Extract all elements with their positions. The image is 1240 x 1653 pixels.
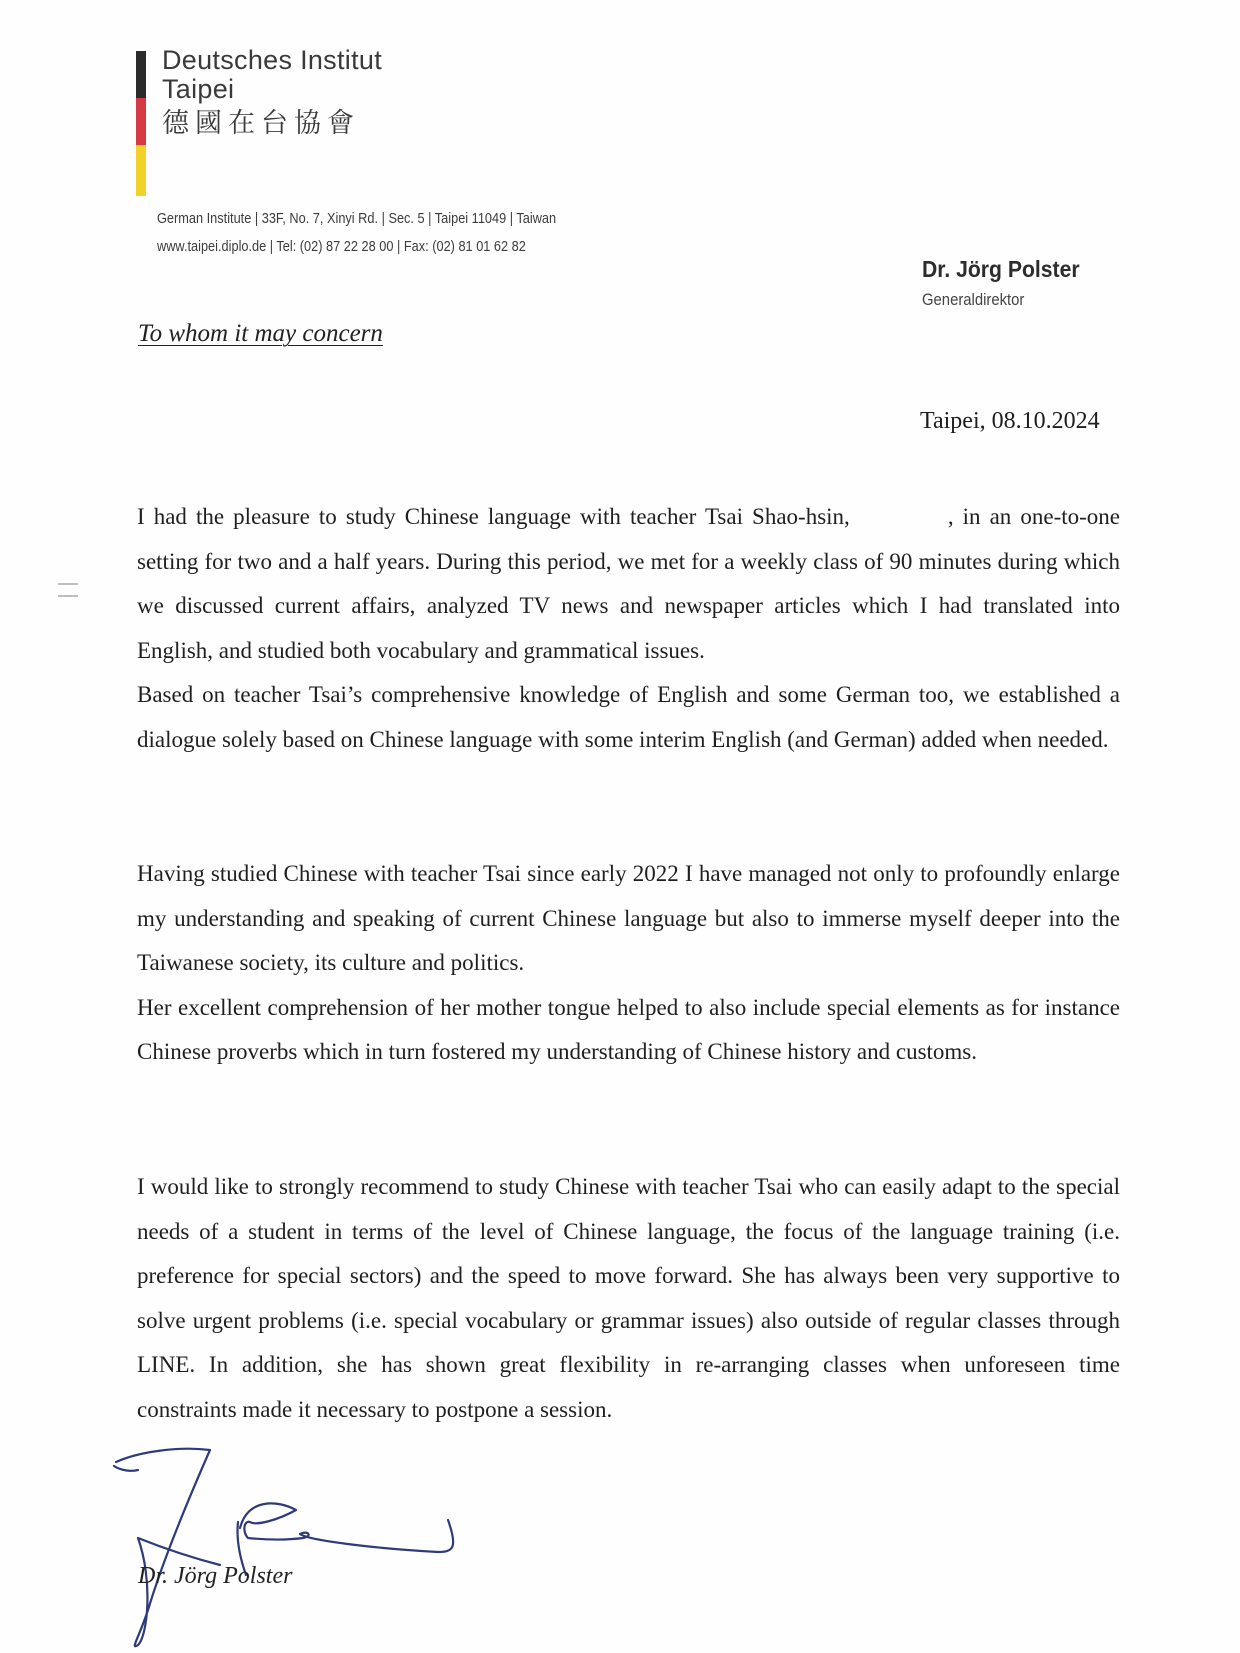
paragraph-text: , in an one-to-one setting for two and a half years. During this period, we met for a weekly class of 90 minutes during which we discussed current affairs, analyzed TV news and newspaper articles which I had translated into English, and studied both vocabulary and grammatical issues.: [137, 504, 1120, 663]
contact-line: www.taipei.diplo.de | Tel: (02) 87 22 28 00 | Fax: (02) 81 01 62 82: [157, 239, 526, 255]
paragraph-text: Based on teacher Tsai’s comprehensive knowledge of English and some German too, we established a dialogue solely based on Chinese language with some interim English (and German) added when needed.: [137, 682, 1120, 752]
flag-stripe-red: [136, 98, 146, 145]
paragraph-text: Having studied Chinese with teacher Tsai since early 2022 I have managed not only to profoundly enlarge my understanding and speaking of current Chinese language but also to immerse myself deeper into the Taiwanese society, its culture and politics.: [137, 861, 1120, 975]
fold-mark: [58, 583, 78, 607]
sender-title: Generaldirektor: [922, 291, 1025, 309]
paragraph-text: Her excellent comprehension of her mother tongue helped to also include special elements as for instance Chinese proverbs which in turn fostered my understanding of Chinese history and customs.: [137, 994, 1120, 1064]
body-paragraph-2: [137, 852, 1120, 1075]
address-line: German Institute | 33F, No. 7, Xinyi Rd. | Sec. 5 | Taipei 11049 | Taiwan: [157, 211, 557, 227]
body-paragraph-3: [137, 1165, 1120, 1432]
flag-stripe-black: [136, 51, 146, 98]
german-flag-bar: [136, 51, 146, 196]
org-name-line2: Taipei: [162, 74, 235, 104]
body-paragraph-1: [137, 495, 1120, 762]
letterhead-address: [157, 205, 556, 261]
paragraph-text: I would like to strongly recommend to study Chinese with teacher Tsai who can easily adapt to the special needs of a student in terms of the level of Chinese language, the focus of the language training (i.e. preference for special sectors) and the speed to move forward. She has always been very supportive to solve urgent problems (i.e. special vocabulary or grammar issues) also outside of regular classes through LINE. In addition, she has shown great flexibility in re-arranging classes when unforeseen time constraints made it necessary to postpone a session.: [137, 1174, 1120, 1422]
org-name-line1: Deutsches Institut: [162, 45, 383, 75]
letter-date: Taipei, 08.10.2024: [920, 408, 1100, 434]
letterhead-logo: [162, 46, 382, 142]
org-name-chinese: 德國在台協會: [162, 108, 360, 139]
signature-printed-name: Dr. Jörg Polster: [138, 1563, 293, 1589]
sender-name: Dr. Jörg Polster: [922, 256, 1080, 282]
paragraph-text: I had the pleasure to study Chinese language with teacher Tsai Shao-hsin,: [137, 504, 850, 529]
salutation: To whom it may concern: [138, 320, 383, 347]
sender-block: [922, 254, 1093, 316]
handwritten-signature: [108, 1440, 488, 1650]
flag-stripe-gold: [136, 145, 146, 196]
